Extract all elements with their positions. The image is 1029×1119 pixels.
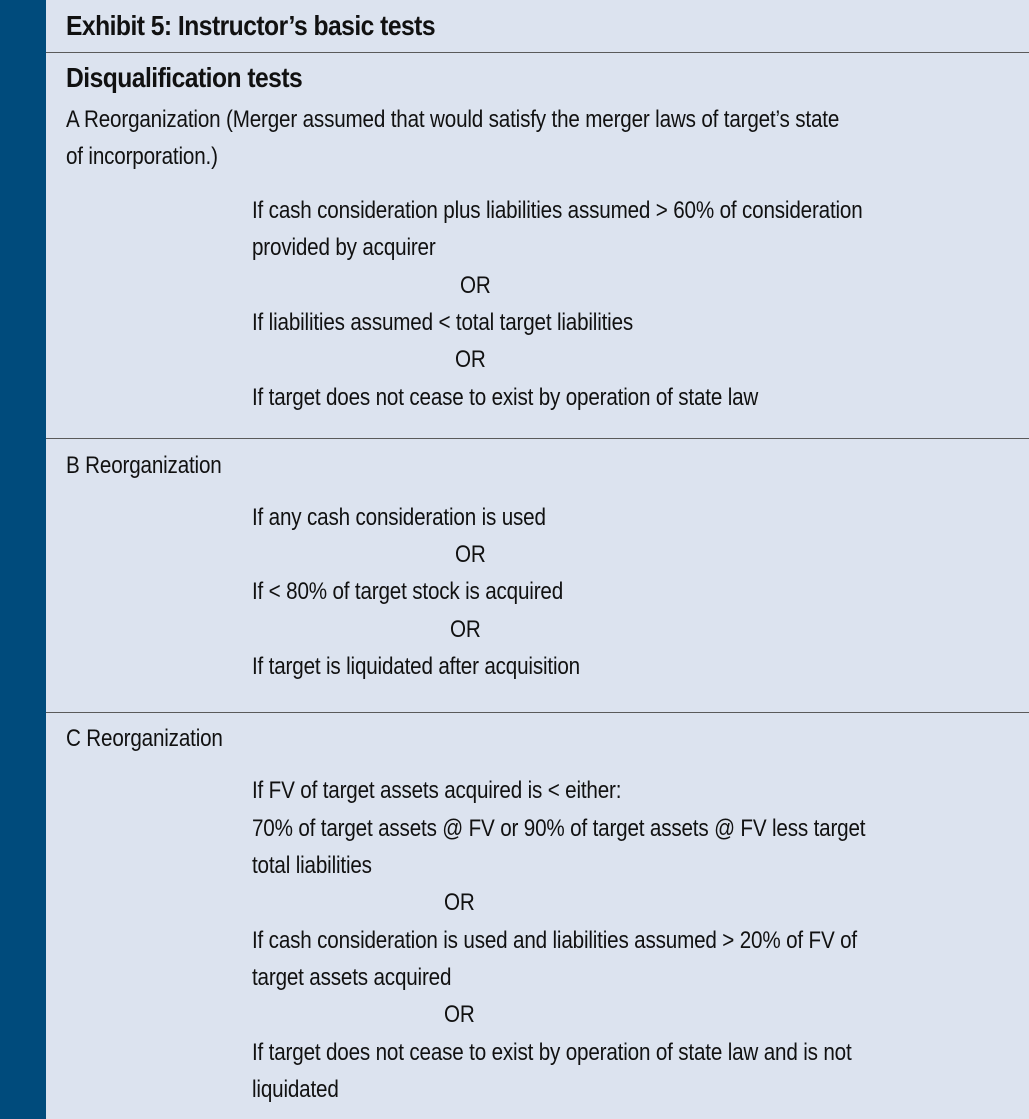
section-c-title: C Reorganization <box>66 725 223 752</box>
section-a-rule-line: provided by acquirer <box>252 234 436 261</box>
section-b-rule-line: If < 80% of target stock is acquired <box>252 578 564 605</box>
section-c-rule-line: If target does not cease to exist by operation of state law and is not <box>252 1039 852 1066</box>
section-a-rule-line: If target does not cease to exist by operation of state law <box>252 384 759 411</box>
accent-sidebar-bar <box>0 0 46 1119</box>
section-c-rule-line: liquidated <box>252 1076 339 1103</box>
or-separator: OR <box>460 272 491 299</box>
section-a-title-line2: of incorporation.) <box>66 143 218 170</box>
or-separator: OR <box>455 541 486 568</box>
section-heading: Disqualification tests <box>66 62 303 93</box>
or-separator: OR <box>444 1001 475 1028</box>
section-c-rule-line: If cash consideration is used and liabilities assumed > 20% of FV of <box>252 927 857 954</box>
section-divider <box>46 438 1029 439</box>
section-b-title: B Reorganization <box>66 452 222 479</box>
section-c-rule-line: 70% of target assets @ FV or 90% of target assets @ FV less target <box>252 815 866 842</box>
section-b-rule-line: If any cash consideration is used <box>252 504 546 531</box>
title-divider <box>46 52 1029 53</box>
section-divider <box>46 712 1029 713</box>
section-c-rule-line: total liabilities <box>252 852 372 879</box>
section-a-rule-line: If cash consideration plus liabilities assumed > 60% of consideration <box>252 197 863 224</box>
exhibit-panel <box>46 0 1029 1119</box>
or-separator: OR <box>455 346 486 373</box>
section-c-rule-line: target assets acquired <box>252 964 452 991</box>
section-c-rule-line: If FV of target assets acquired is < either: <box>252 777 622 804</box>
or-separator: OR <box>450 616 481 643</box>
exhibit-title: Exhibit 5: Instructor’s basic tests <box>66 10 436 41</box>
section-a-rule-line: If liabilities assumed < total target liabilities <box>252 309 634 336</box>
section-b-rule-line: If target is liquidated after acquisition <box>252 653 580 680</box>
or-separator: OR <box>444 889 475 916</box>
section-a-title-line1: A Reorganization (Merger assumed that would satisfy the merger laws of target’s state <box>66 106 840 133</box>
